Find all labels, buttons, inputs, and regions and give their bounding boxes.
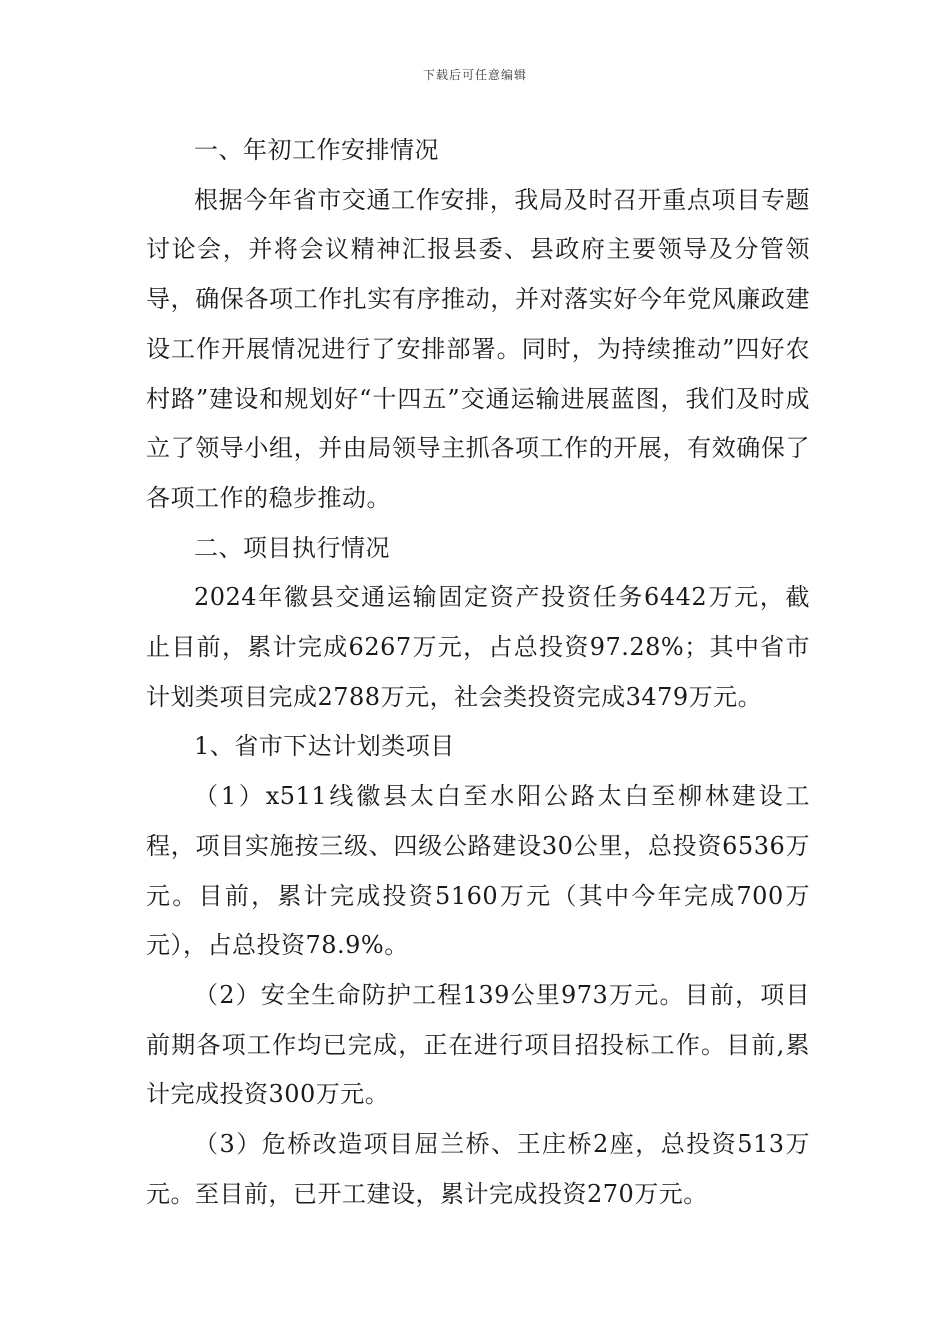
subsection-heading-1: 1、省市下达计划类项目 bbox=[194, 732, 455, 761]
paragraph-project-3: （3）危桥改造项目屈兰桥、王庄桥2座，总投资513万元。至目前，已开工建设，累计完成投资270万元。 bbox=[146, 1130, 810, 1208]
paragraph-investment-summary: 2024年徽县交通运输固定资产投资任务6442万元，截止目前，累计完成6267万元，占总投资97.28%；其中省市计划类项目完成2788万元，社会类投资完成3479万元。 bbox=[146, 583, 810, 711]
paragraph-project-1: （1）x511线徽县太白至水阳公路太白至柳林建设工程，项目实施按三级、四级公路建设30公里，总投资6536万元。目前，累计完成投资5160万元（其中今年完成700万元），占总投资78.9%。 bbox=[146, 782, 810, 960]
paragraph-work-arrangement: 根据今年省市交通工作安排，我局及时召开重点项目专题讨论会，并将会议精神汇报县委、县政府主要领导及分管领导，确保各项工作扎实有序推动，并对落实好今年党风廉政建设工作开展情况进行了安排部署。同时，为持续推动”四好农村路”建设和规划好“十四五”交通运输进展蓝图，我们及时成立了领导小组，并由局领导主抓各项工作的开展，有效确保了各项工作的稳步推动。 bbox=[146, 185, 810, 512]
paragraph-project-2: （2）安全生命防护工程139公里973万元。目前，项目前期各项工作均已完成，正在进行项目招投标工作。目前,累计完成投资300万元。 bbox=[146, 980, 810, 1109]
document-body bbox=[146, 126, 810, 1219]
section-heading-2: 二、项目执行情况 bbox=[194, 533, 390, 562]
section-heading-1: 一、年初工作安排情况 bbox=[194, 136, 439, 164]
header-note: 下载后可任意编辑 bbox=[422, 68, 527, 82]
